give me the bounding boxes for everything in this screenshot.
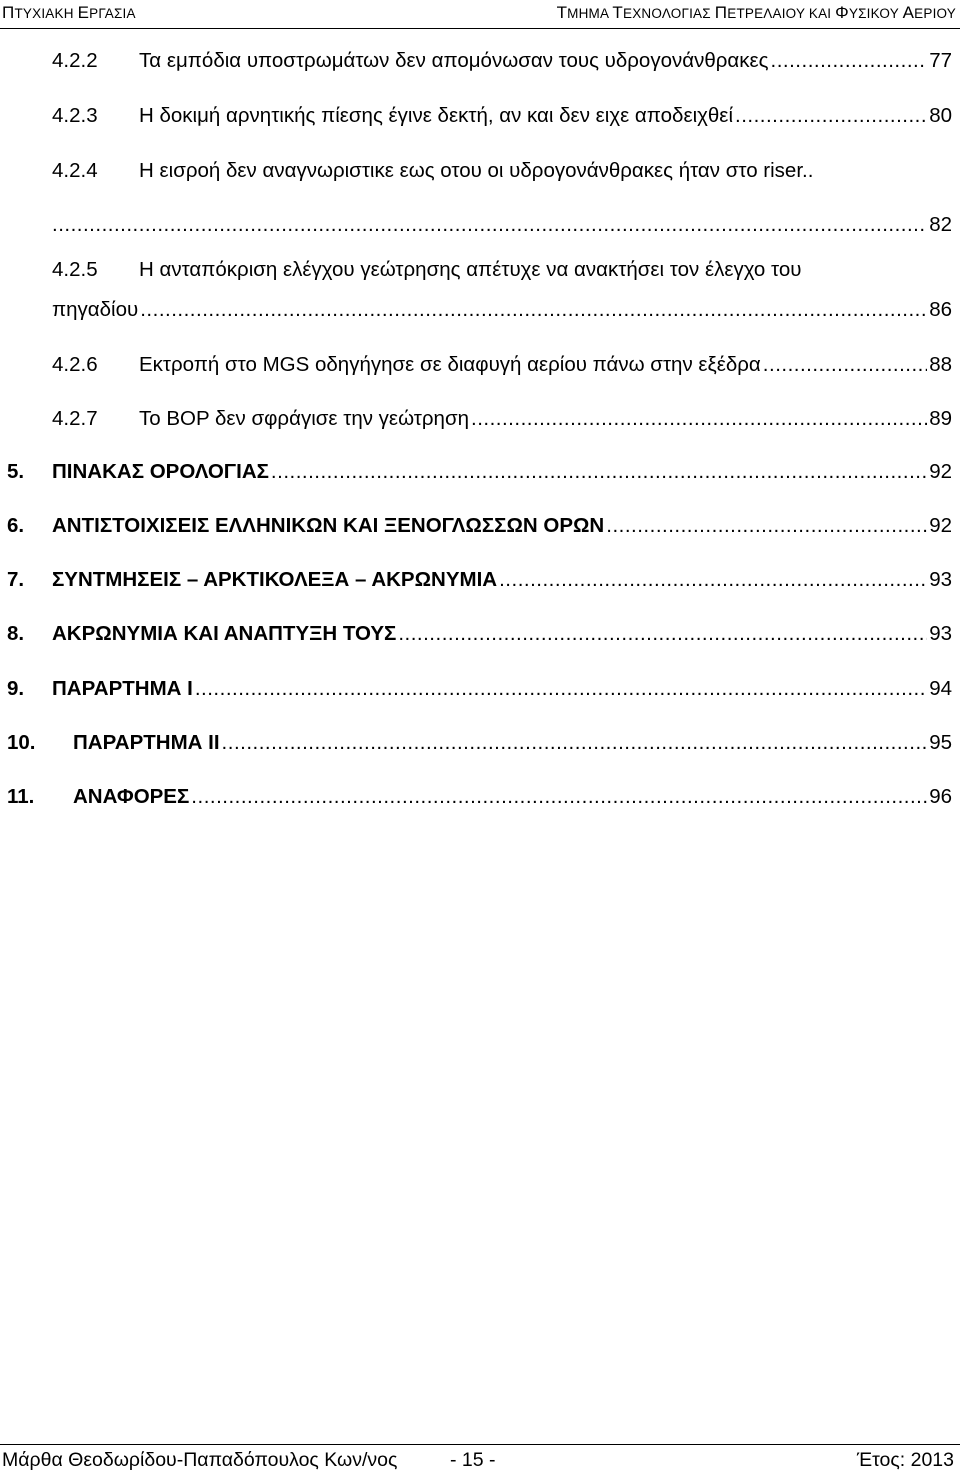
toc-page-number: 86	[929, 298, 952, 321]
toc-page-number: 89	[929, 407, 952, 430]
toc-entry-8[interactable]	[7, 619, 952, 649]
toc-leader-dots	[735, 101, 927, 131]
header-right-part: ΕΤΡΕΛΑΙΟΥ ΚΑΙ	[727, 6, 836, 21]
toc-leader-dots	[398, 619, 927, 649]
toc-entry-10[interactable]	[7, 728, 952, 758]
toc-leader-dots	[52, 210, 927, 240]
toc-number: 4.2.7	[52, 407, 98, 430]
toc-entry-4-2-5-line1[interactable]	[52, 255, 952, 285]
header-left-title	[2, 3, 136, 23]
header-right-title	[557, 3, 956, 23]
toc-title: Η εισροή δεν αναγνωριστικε εως οτου οι υδρογονάνθρακες ήταν στο riser..	[139, 159, 814, 182]
toc-number: 4.2.4	[52, 159, 98, 182]
toc-title: Τα εμπόδια υποστρωμάτων δεν απομόνωσαν τους υδρογονάνθρακες	[139, 49, 769, 72]
toc-leader-dots	[222, 728, 928, 758]
toc-leader-dots	[771, 46, 928, 76]
header-right-part: ΕΡΙΟΥ	[914, 6, 956, 21]
toc-leader-dots	[271, 457, 927, 487]
toc-title: Η δοκιμή αρνητικής πίεσης έγινε δεκτή, αν και δεν ειχε αποδειχθεί	[139, 104, 733, 127]
toc-leader-dots	[195, 674, 927, 704]
toc-entry-4-2-3[interactable]	[52, 101, 952, 131]
toc-title: ΠΑΡΑΡΤΗΜΑ II	[73, 731, 220, 754]
toc-title: Το BOP δεν σφράγισε την γεώτρηση	[139, 407, 469, 430]
header-right-part: ΜΗΜΑ	[567, 6, 613, 21]
header-right-part: ΕΧΝΟΛΟΓΙΑΣ	[623, 6, 715, 21]
toc-leader-dots	[606, 511, 927, 541]
toc-entry-9[interactable]	[7, 674, 952, 704]
toc-page-number: 92	[929, 514, 952, 537]
toc-number: 4.2.5	[52, 258, 98, 281]
header-right-part: Π	[714, 3, 728, 22]
toc-entry-4-2-2[interactable]	[52, 46, 952, 76]
toc-title: ΠΙΝΑΚΑΣ ΟΡΟΛΟΓΙΑΣ	[52, 460, 269, 483]
toc-number: 9.	[7, 677, 25, 700]
footer-author: Μάρθα Θεοδωρίδου-Παπαδόπουλος Κων/νος	[2, 1449, 398, 1471]
header-right-part: Τ	[556, 3, 568, 22]
header-right-part: ΥΣΙΚΟΥ	[848, 6, 903, 21]
toc-leader-dots	[140, 295, 927, 325]
page-footer	[0, 1444, 960, 1476]
toc-title: Η ανταπόκριση ελέγχου γεώτρησης απέτυχε να ανακτήσει τον έλεγχο του	[139, 258, 802, 281]
toc-title: ΑΝΑΦΟΡΕΣ	[73, 785, 190, 808]
toc-page-number: 95	[929, 731, 952, 754]
toc-title: ΑΚΡΩΝΥΜΙΑ ΚΑΙ ΑΝΑΠΤΥΞΗ ΤΟΥΣ	[52, 622, 397, 645]
toc-page-number: 93	[929, 622, 952, 645]
toc-page-number: 80	[929, 104, 952, 127]
toc-number: 8.	[7, 622, 25, 645]
toc-number: 7.	[7, 568, 25, 591]
toc-page-number: 93	[929, 568, 952, 591]
toc-entry-4-2-7[interactable]	[52, 404, 952, 434]
toc-number: 11.	[7, 785, 35, 808]
toc-leader-dots	[499, 565, 927, 595]
toc-title: ΑΝΤΙΣΤΟΙΧΙΣΕΙΣ ΕΛΛΗΝΙΚΩΝ ΚΑΙ ΞΕΝΟΓΛΩΣΣΩΝ ΟΡΩΝ	[52, 514, 605, 537]
toc-entry-6[interactable]	[7, 511, 952, 541]
toc-entry-11[interactable]	[7, 782, 952, 812]
header-left-part: ΤΥΧΙΑΚΗ	[14, 6, 78, 21]
toc-number: 5.	[7, 460, 25, 483]
toc-title: Εκτροπή στο MGS οδηγήγησε σε διαφυγή αερίου πάνω στην εξέδρα	[139, 353, 761, 376]
toc-page-number: 77	[929, 49, 952, 72]
toc-entry-4-2-4-line2[interactable]	[52, 210, 952, 240]
toc-title: ΣΥΝΤΜΗΣΕΙΣ – ΑΡΚΤΙΚΟΛΕΞΑ – ΑΚΡΩΝΥΜΙΑ	[52, 568, 498, 591]
toc-leader-dots	[471, 404, 927, 434]
toc-number: 4.2.2	[52, 49, 98, 72]
header-right-part: Τ	[612, 3, 624, 22]
toc-page-number: 88	[929, 353, 952, 376]
toc-title: ΠΑΡΑΡΤΗΜΑ I	[52, 677, 193, 700]
toc-page-number: 92	[929, 460, 952, 483]
footer-page-number: - 15 -	[450, 1449, 496, 1471]
toc-number: 4.2.3	[52, 104, 98, 127]
header-right-part: Φ	[835, 3, 849, 22]
toc-entry-4-2-4-line1[interactable]	[52, 156, 952, 186]
header-left-part: Ε	[77, 3, 90, 22]
toc-entry-4-2-6[interactable]	[52, 350, 952, 380]
header-left-part: ΡΓΑΣΙΑ	[89, 6, 136, 21]
header-left-part: Π	[2, 3, 15, 22]
toc-leader-dots	[763, 350, 927, 380]
toc-number: 10.	[7, 731, 36, 754]
toc-number: 4.2.6	[52, 353, 98, 376]
toc-entry-4-2-5-line2[interactable]	[52, 295, 952, 325]
toc-page-number: 94	[929, 677, 952, 700]
footer-year: Έτος: 2013	[856, 1449, 954, 1471]
toc-entry-5[interactable]	[7, 457, 952, 487]
toc-page-number: 82	[929, 213, 952, 236]
page-header	[0, 0, 960, 29]
toc-leader-dots	[191, 782, 927, 812]
toc-entry-7[interactable]	[7, 565, 952, 595]
toc-page-number: 96	[929, 785, 952, 808]
header-right-part: Α	[902, 3, 915, 22]
toc-number: 6.	[7, 514, 25, 537]
toc-title: πηγαδίου	[52, 298, 139, 321]
